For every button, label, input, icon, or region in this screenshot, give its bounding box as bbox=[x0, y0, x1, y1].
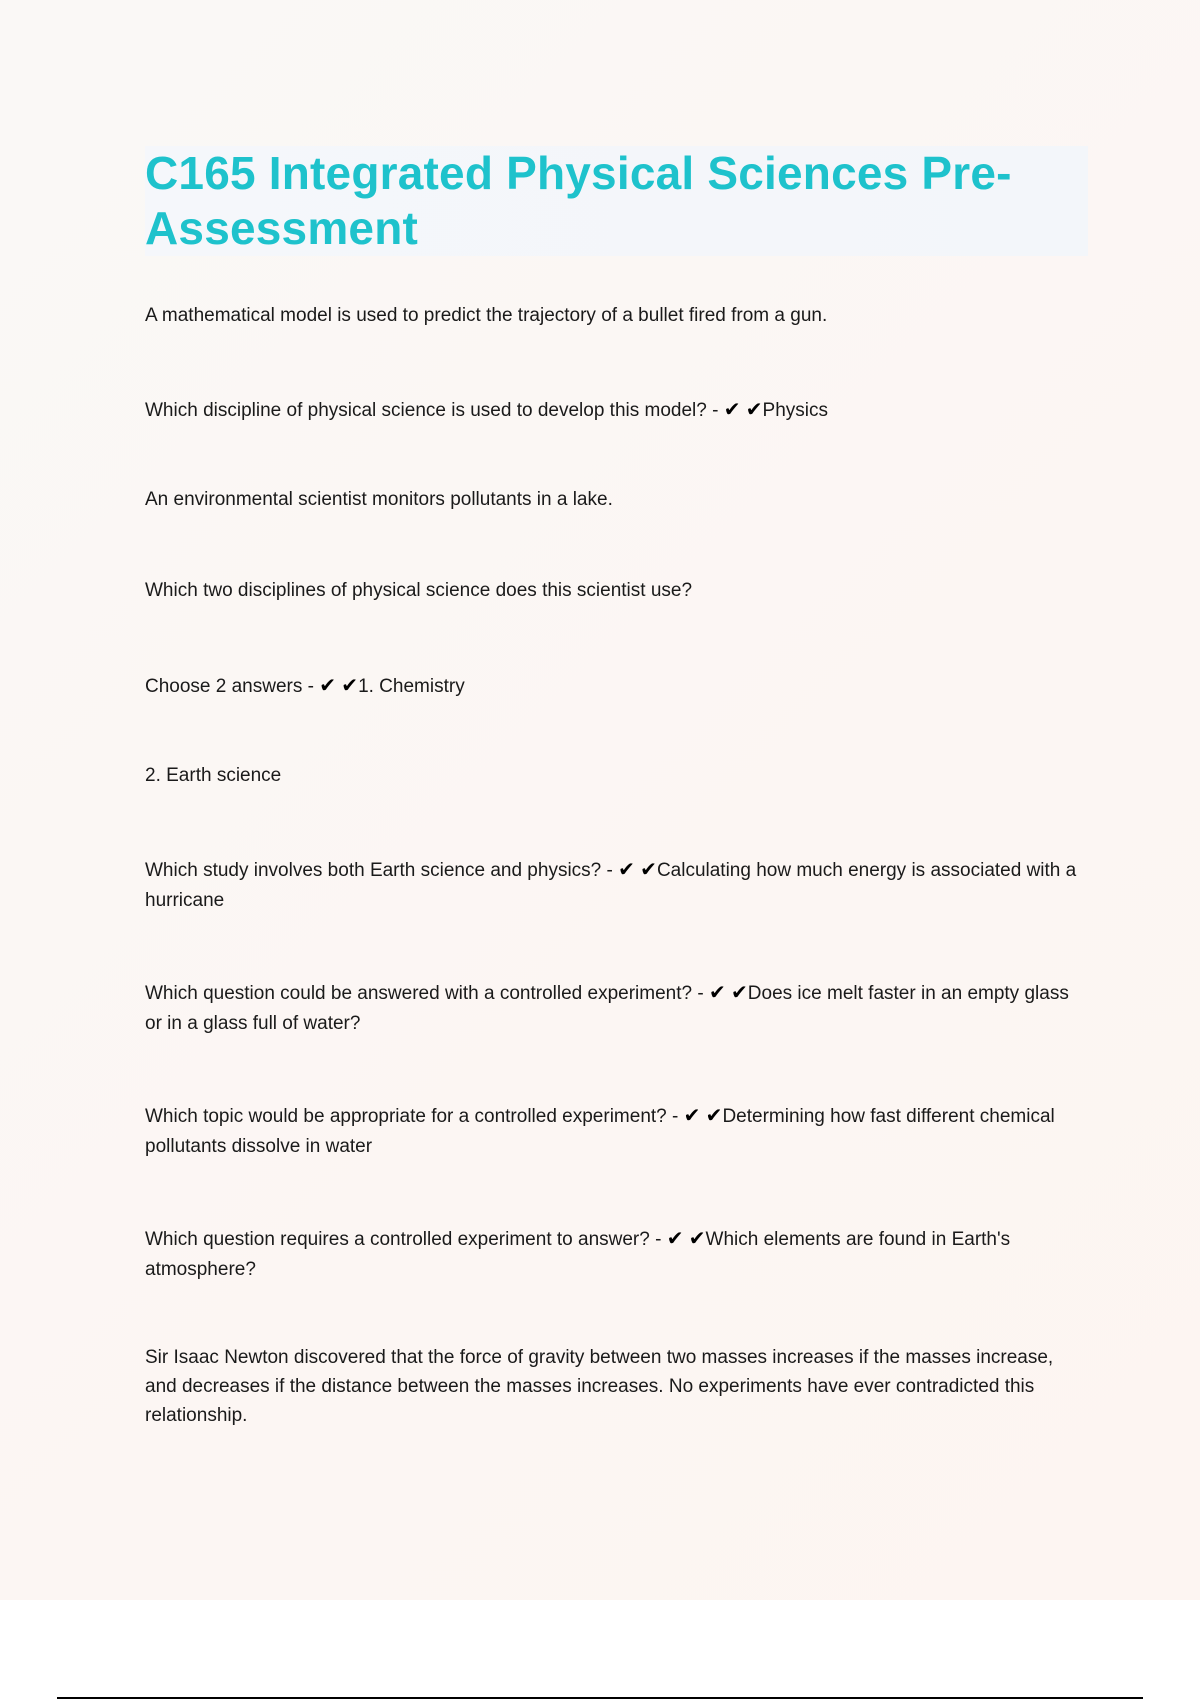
question-text: Which question could be answered with a controlled experiment? - bbox=[145, 983, 709, 1004]
checkmark-icon: ✔ bbox=[705, 1103, 723, 1127]
paragraph-text: Sir Isaac Newton discovered that the force of gravity between two masses increases if the masses increase, and decreases if the distance between the masses increases. No experiments have ever contradicted this relationship. bbox=[145, 1347, 1054, 1426]
document-title: C165 Integrated Physical Sciences Pre-Assessment bbox=[145, 147, 1012, 254]
paragraph-text: 2. Earth science bbox=[145, 765, 282, 786]
answer-text: Calculating how much energy is associated with a hurricane bbox=[145, 860, 1077, 911]
checkmark-icon: ✔ bbox=[683, 1103, 701, 1127]
footer-divider bbox=[57, 1697, 1143, 1699]
paragraph-text: An environmental scientist monitors pollutants in a lake. bbox=[145, 489, 613, 510]
question-answer bbox=[145, 977, 1090, 1039]
checkmark-icon: ✔ bbox=[666, 1226, 684, 1250]
answer-text: Does ice melt faster in an empty glass or in a glass full of water? bbox=[145, 983, 1069, 1034]
answer-text: 1. Chemistry bbox=[358, 676, 465, 697]
answer-text: Which elements are found in Earth's atmosphere? bbox=[145, 1229, 1011, 1280]
checkmark-icon: ✔ bbox=[708, 980, 726, 1004]
checkmark-icon: ✔ bbox=[341, 673, 359, 697]
paragraph bbox=[145, 576, 1090, 606]
question-answer bbox=[145, 394, 1090, 426]
question-text: Which topic would be appropriate for a controlled experiment? - bbox=[145, 1106, 684, 1127]
question-answer bbox=[145, 854, 1090, 916]
checkmark-icon: ✔ bbox=[723, 397, 741, 421]
paragraph-text: Which two disciplines of physical science does this scientist use? bbox=[145, 580, 693, 601]
checkmark-icon: ✔ bbox=[731, 980, 748, 1004]
paragraph bbox=[145, 301, 1090, 331]
question-answer bbox=[145, 1223, 1090, 1285]
paragraph bbox=[145, 1343, 1090, 1430]
question-text: Which discipline of physical science is used to develop this model? - bbox=[145, 400, 724, 421]
question-answer bbox=[145, 1100, 1090, 1162]
answer-text: Determining how fast different chemical pollutants dissolve in water bbox=[145, 1106, 1055, 1157]
answer-text: Physics bbox=[762, 400, 829, 421]
question-text: Which question requires a controlled experiment to answer? - bbox=[145, 1229, 667, 1250]
checkmark-icon: ✔ bbox=[618, 857, 635, 881]
paragraph bbox=[145, 761, 1090, 791]
paragraph-text: A mathematical model is used to predict the trajectory of a bullet fired from a gun. bbox=[145, 305, 828, 326]
checkmark-icon: ✔ bbox=[688, 1226, 706, 1250]
question-answer bbox=[145, 670, 1090, 702]
question-text: Choose 2 answers - bbox=[145, 676, 320, 697]
checkmark-icon: ✔ bbox=[319, 673, 337, 697]
title-block bbox=[145, 146, 1088, 256]
paragraph bbox=[145, 485, 1090, 515]
question-text: Which study involves both Earth science and physics? - bbox=[145, 860, 619, 881]
checkmark-icon: ✔ bbox=[640, 857, 657, 881]
checkmark-icon: ✔ bbox=[745, 397, 763, 421]
